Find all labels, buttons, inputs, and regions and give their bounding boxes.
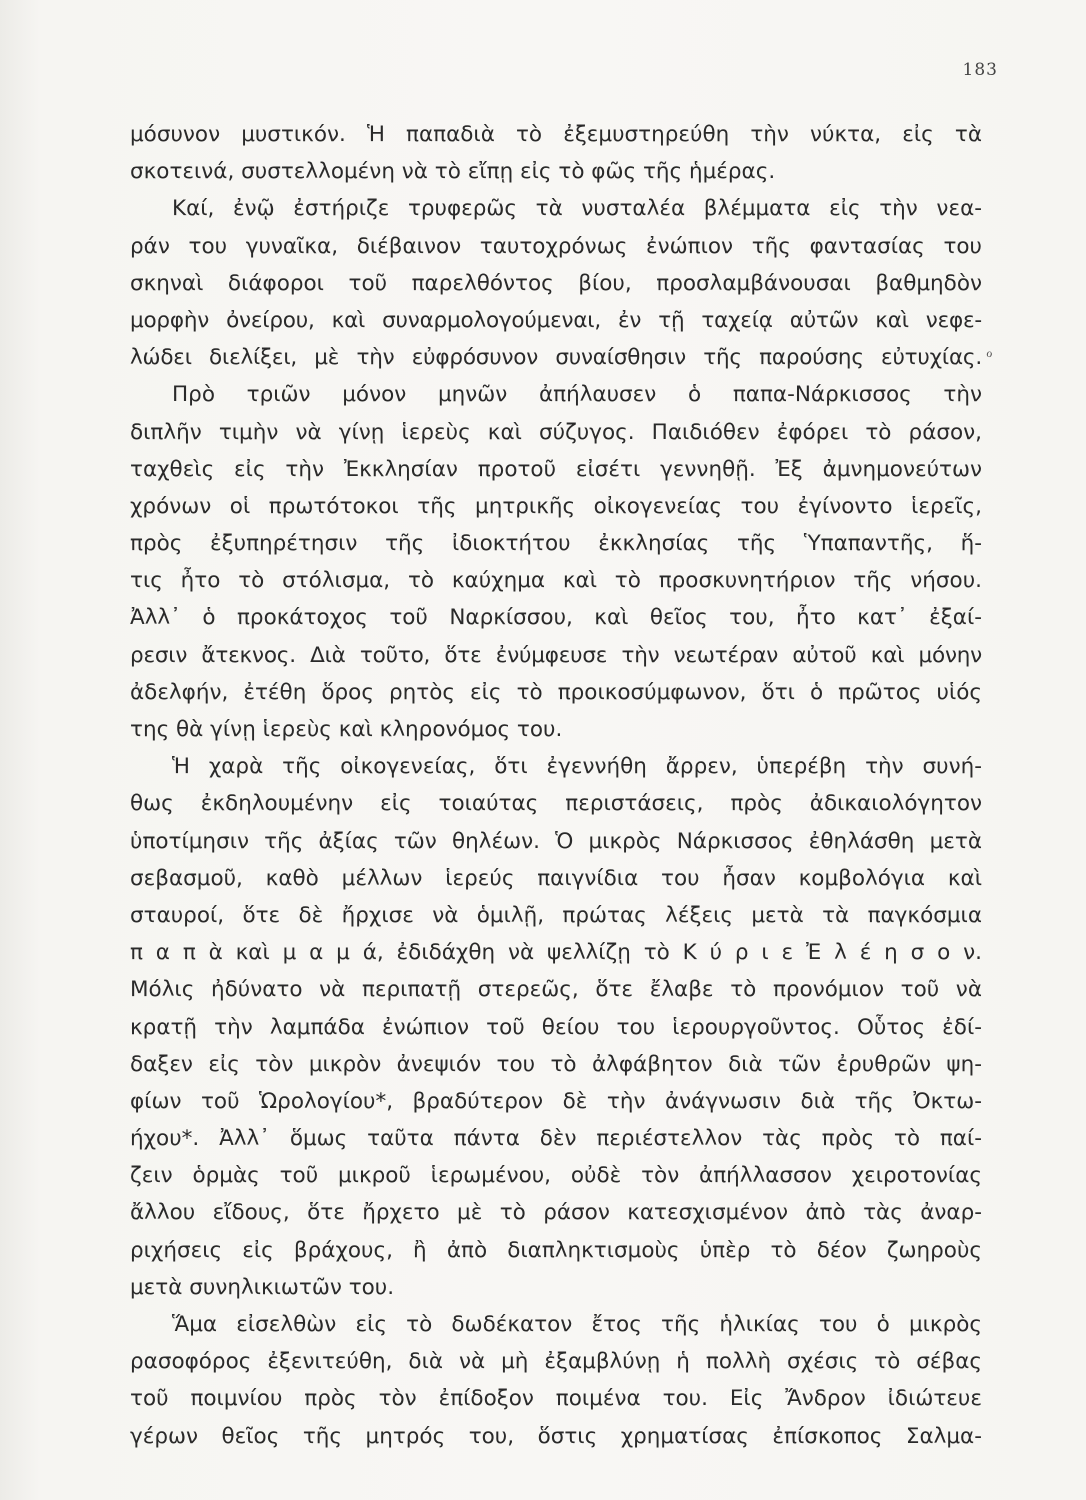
text-line: ήχου*. Ἀλλ᾽ ὅμως ταῦτα πάντα δὲν περιέστελλον τὰς πρὸς τὸ παί-	[130, 1126, 982, 1152]
body-text	[130, 116, 982, 1455]
text-line: ρεσιν ἄτεκνος. Διὰ τοῦτο, ὅτε ἐνύμφευσε τὴν νεωτέραν αὐτοῦ καὶ μόνην	[130, 642, 982, 668]
paragraph-start-line: Καί, ἐνῷ ἐστήριζε τρυφερῶς τὰ νυσταλέα βλέμματα εἰς τὴν νεα-	[172, 196, 982, 222]
text-line: σεβασμοῦ, καθὸ μέλλων ἱερεύς παιγνίδια του ἦσαν κομβολόγια καὶ	[130, 865, 982, 891]
margin-mark: ℴ	[986, 345, 993, 361]
text-line: σταυροί, ὅτε δὲ ἤρχισε νὰ ὁμιλῇ, πρώτας λέξεις μετὰ τὰ παγκόσμια	[130, 902, 982, 928]
text-line: μετὰ συνηλικιωτῶν του.	[130, 1274, 395, 1300]
paragraph-start-line: Πρὸ τριῶν μόνον μηνῶν ἀπήλαυσεν ὁ παπα-Νάρκισσος τὴν	[172, 382, 982, 408]
text-line: Ἀλλ᾽ ὁ προκάτοχος τοῦ Ναρκίσσου, καὶ θεῖος του, ἦτο κατ᾽ ἐξαί-	[130, 605, 982, 631]
text-line: τοῦ ποιμνίου πρὸς τὸν ἐπίδοξον ποιμένα του. Εἰς Ἄνδρον ἰδιώτευε	[130, 1386, 982, 1412]
text-line: ριχήσεις εἰς βράχους, ἢ ἀπὸ διαπληκτισμοὺς ὑπὲρ τὸ δέον ζωηροὺς	[130, 1237, 982, 1263]
text-line: π α π ὰ καὶ μ α μ ά, ἐδιδάχθη νὰ ψελλίζῃ τὸ Κ ύ ρ ι ε Ἐ λ έ η σ ο ν.	[130, 940, 982, 966]
text-line: θως ἐκδηλουμένην εἰς τοιαύτας περιστάσεις, πρὸς ἀδικαιολόγητον	[130, 791, 982, 817]
page-number: 183	[962, 60, 998, 80]
text-line: ἀδελφήν, ἐτέθη ὅρος ρητὸς εἰς τὸ προικοσύμφωνον, ὅτι ὁ πρῶτος υἱός	[130, 679, 982, 705]
text-line: σκηναὶ διάφοροι τοῦ παρελθόντος βίου, προσλαμβάνουσαι βαθμηδὸν	[130, 270, 982, 296]
text-line: Μόλις ἠδύνατο νὰ περιπατῇ στερεῶς, ὅτε ἔλαβε τὸ προνόμιον τοῦ νὰ	[130, 977, 982, 1003]
text-line: δαξεν εἰς τὸν μικρὸν ἀνεψιόν του τὸ ἀλφάβητον διὰ τῶν ἐρυθρῶν ψη-	[130, 1051, 982, 1077]
text-line: ζειν ὁρμὰς τοῦ μικροῦ ἱερωμένου, οὐδὲ τὸν ἀπήλλασσον χειροτονίας	[130, 1163, 982, 1189]
text-line: λώδει διελίξει, μὲ τὴν εὐφρόσυνον συναίσθησιν τῆς παρούσης εὐτυχίας.	[130, 345, 982, 371]
text-line: τις ἦτο τὸ στόλισμα, τὸ καύχημα καὶ τὸ προσκυνητήριον τῆς νήσου.	[130, 568, 982, 594]
text-line: κρατῇ τὴν λαμπάδα ἐνώπιον τοῦ θείου του ἱερουργοῦντος. Οὗτος ἐδί-	[130, 1014, 982, 1040]
paragraph-start-line: Ἅμα εἰσελθὼν εἰς τὸ δωδέκατον ἔτος τῆς ἡλικίας του ὁ μικρὸς	[172, 1312, 982, 1337]
text-line: πρὸς ἐξυπηρέτησιν τῆς ἰδιοκτήτου ἐκκλησίας τῆς Ὑπαπαντῆς, ἥ-	[130, 531, 982, 557]
text-line: ὑποτίμησιν τῆς ἀξίας τῶν θηλέων. Ὁ μικρὸς Νάρκισσος ἐθηλάσθη μετὰ	[130, 828, 982, 854]
text-line: σκοτεινά, συστελλομένη νὰ τὸ εἴπῃ εἰς τὸ φῶς τῆς ἡμέρας.	[130, 159, 776, 185]
text-line: ταχθεὶς εἰς τὴν Ἐκκλησίαν προτοῦ εἰσέτι γεννηθῇ. Ἐξ ἀμνημονεύτων	[130, 456, 982, 482]
text-line: της θὰ γίνῃ ἱερεὺς καὶ κληρονόμος του.	[130, 717, 563, 742]
text-line: ἄλλου εἴδους, ὅτε ἤρχετο μὲ τὸ ράσον κατεσχισμένον ἀπὸ τὰς ἀναρ-	[130, 1200, 982, 1226]
text-line: ράν του γυναῖκα, διέβαινον ταυτοχρόνως ἐνώπιον τῆς φαντασίας του	[130, 233, 982, 259]
text-line: χρόνων οἱ πρωτότοκοι τῆς μητρικῆς οἰκογενείας του ἐγίνοντο ἱερεῖς,	[130, 493, 982, 519]
text-line: ρασοφόρος ἐξενιτεύθη, διὰ νὰ μὴ ἐξαμβλύνῃ ἡ πολλὴ σχέσις τὸ σέβας	[130, 1349, 982, 1375]
paragraph-start-line: Ἡ χαρὰ τῆς οἰκογενείας, ὅτι ἐγεννήθη ἄρρεν, ὑπερέβη τὴν συνή-	[172, 754, 982, 780]
text-line: φίων τοῦ Ὡρολογίου*, βραδύτερον δὲ τὴν ἀνάγνωσιν διὰ τῆς Ὀκτω-	[130, 1088, 982, 1114]
text-line: διπλῆν τιμὴν νὰ γίνῃ ἱερεὺς καὶ σύζυγος. Παιδιόθεν ἐφόρει τὸ ράσον,	[130, 419, 982, 445]
text-line: γέρων θεῖος τῆς μητρός του, ὅστις χρηματίσας ἐπίσκοπος Σαλμα-	[130, 1423, 982, 1449]
text-line: μόσυνον μυστικόν. Ἡ παπαδιὰ τὸ ἐξεμυστηρεύθη τὴν νύκτα, εἰς τὰ	[130, 122, 982, 147]
text-line: μορφὴν ὀνείρου, καὶ συναρμολογούμεναι, ἐν τῇ ταχείᾳ αὐτῶν καὶ νεφε-	[130, 307, 982, 333]
